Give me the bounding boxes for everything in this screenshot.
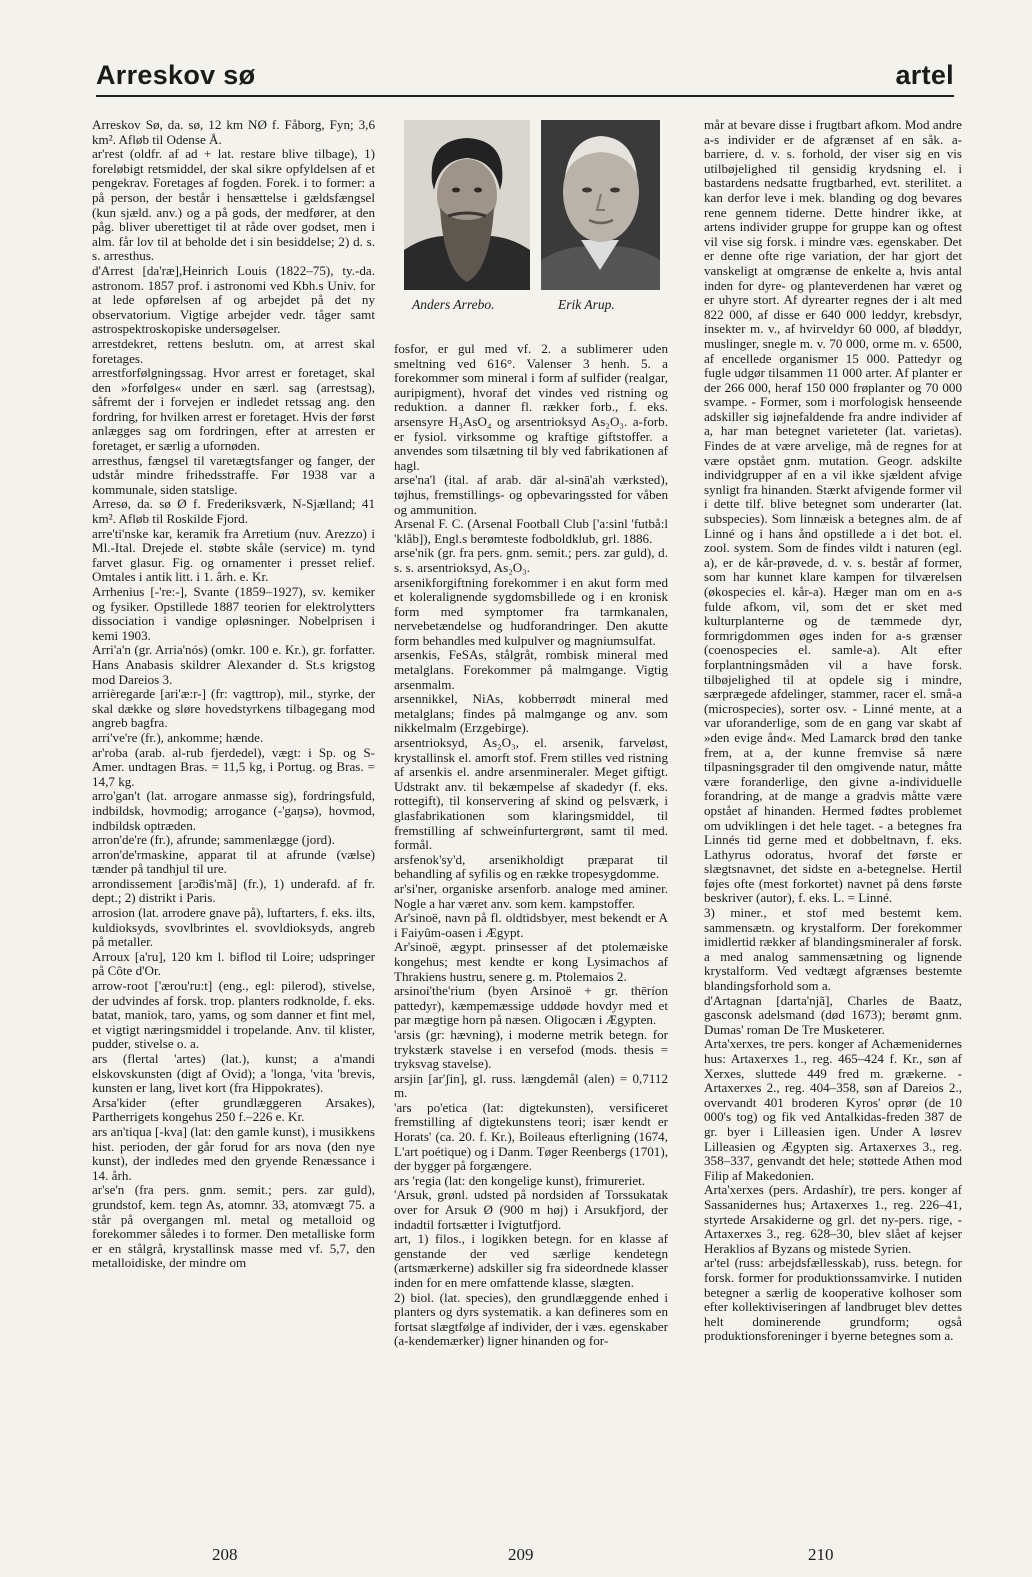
text-column-middle: [394, 342, 668, 1349]
entry: Arreskov Sø, da. sø, 12 km NØ f. Fåborg, Fyn; 3,6 km². Afløb til Odense Å.: [92, 117, 375, 147]
entry: ar'roba (arab. al-rub fjerdedel), vægt: i Sp. og S-Amer. undtagen Bras. = 11,5 kg, i Portug. og Bras. = 14,7 kg.: [92, 744, 375, 789]
entry: d'Arrest [da'ræ],Heinrich Louis (1822–75), ty.-da. astronom. 1857 prof. i astronomi ved Kbh.s Univ. for at lede opførelsen af og arbejdet på det ny observatorium. Vigtige arbejder vedr. tåger samt astrospektroskopiske undersøgelser.: [92, 262, 375, 337]
entry: arresthus, fængsel til varetægtsfanger og fanger, der udstår mindre frihedsstraffe. Før 1938 var a kommunale, siden statslige.: [92, 452, 375, 497]
entry: Arrhenius [-'re:-], Svante (1859–1927), sv. kemiker og fysiker. Opstillede 1887 teorien for elektrolytters dissociation i vandige opløsninger. Nobelprisen i kemi 1903.: [92, 584, 375, 643]
bearded-man-portrait-icon: [404, 120, 530, 290]
entry: ars (flertal 'artes) (lat.), kunst; a a'mandi elskovskunsten (digt af Ovid); a 'longa, 'vita 'brevis, kunsten er lang, livet kort (fra Hippokrates).: [92, 1051, 375, 1096]
entry: arrièregarde [ari'æ:r-] (fr: vagttrop), mil., styrke, der skal dække og sløre hovedstyrkens tilbagegang mod angreb bagfra.: [92, 686, 375, 731]
entry: Ar'sinoë, ægypt. prinsesser af det ptolemæiske kongehus; mest kendte er kong Lysimachos af Thrakiens hustru, senere g. m. Ptolemaios 2.: [394, 939, 668, 984]
entry: Arsa'kider (efter grundlæggeren Arsakes), Partherrigets kongehus 250 f.–226 e. Kr.: [92, 1094, 375, 1125]
page-number: 210: [808, 1545, 834, 1564]
entry: arrow-root ['ærou'ru:t] (eng., egl: pilerod), stivelse, der udvindes af forsk. trop. planters rodknolde, f. eks. batat, maniok, taro, yams, og som danner et fint mel, et vigtigt næringsmiddel i tropelande. Anv. til klister, pudder, stivelse o. a.: [92, 978, 375, 1052]
entry: Arroux [a'ru], 120 km l. biflod til Loire; udspringer på Côte d'Or.: [92, 948, 375, 979]
entry: Arsenal F. C. (Arsenal Football Club ['a:sinl 'futbå:l 'klåb]), Engl.s berømteste fodboldklub, grl. 1886.: [394, 516, 668, 546]
entry: arsennikkel, NiAs, kobberrødt mineral med metalglans; findes på malmgange og anv. som nikkelmalm (Erzgebirge).: [394, 691, 668, 736]
running-head-right: artel: [895, 60, 954, 90]
entry: 2) biol. (lat. species), den grundlæggende enhed i planters og dyrs systematik. a kan defineres som en fortsat slægtfølge af individer, der i væs. egenskaber (a-kendemærker) ligner hinanden og for-: [394, 1289, 669, 1349]
entry: 'ars po'etica (lat: digtekunsten), versificeret fremstilling af digtekunstens teori; især kendt er Horats' (ca. 20. f. Kr.), Boileaus efterligning (1674, L'art poétique) og i Danm. Tøger Reenbergs (1701), der bygger på forgængere.: [394, 1099, 668, 1174]
entry: ar'tel (russ: arbejdsfællesskab), russ. betegn. for forsk. former for produktionssamvirke. I nutiden betegner a særlig de kooperative kolhoser som efter kollektiviseringen af landbruget blev dettes helt dominerende grundform; også produktionsforeninger i byerne betegnes som a.: [704, 1255, 962, 1344]
entry: art, 1) filos., i logikken betegn. for en klasse af genstande der ved særlige kendetegn (artsmærkerne) adskiller sig fra sideordnede klasser inden for en mere omfattende klasse, slægten.: [394, 1231, 668, 1290]
entry: ars an'tiqua [-kva] (lat: den gamle kunst), i musikkens hist. perioden, der går forud for ars nova (den nye kunst), der indledes med den gryende Renæssance i 14. årh.: [92, 1123, 375, 1183]
entry: Ar'sinoë, navn på fl. oldtidsbyer, mest bekendt er A i Faiyûm-oasen i Ægypt.: [394, 910, 668, 940]
entry: ar'se'n (fra pers. gnm. semit.; pers. zar guld), grundstof, kem. tegn As, atomnr. 33, atomvægt 75. a står på overgangen ml. metal og metalloid og forekommer således i to former. Den metalliske form er en stålgrå, krystallinsk masse med vf. 5,7, den metalloidiske, der mindre om: [92, 1182, 375, 1271]
entry: arse'nik (gr. fra pers. gnm. semit.; pers. zar guld), d. s. s. arsentrioksyd, As₂O₃.: [394, 545, 668, 575]
entry: arse'na'l (ital. af arab. dār al-sinā'ah værksted), tøjhus, fremstillings- og opbevaringssted for våben og ammunition.: [394, 472, 668, 517]
entry: ars 'regia (lat: den kongelige kunst), frimureriet.: [394, 1172, 646, 1188]
entry: 'Arsuk, grønl. udsted på nordsiden af Torssukatak over for Arsuk Ø (900 m høj) i Arsukfjord, der indadtil fortsætter i Ivigtutfjord.: [394, 1187, 668, 1232]
entry: arron'de'rmaskine, apparat til at afrunde (vælse) tænder på tandhjul til ure.: [92, 846, 375, 877]
entry: arrosion (lat. arrodere gnave på), luftarters, f. eks. ilts, kuldioksyds, svovlbrintes el. svovldioksyds, angreb på metaller.: [92, 905, 375, 950]
entry: Arta'xerxes (pers. Ardashír), tre pers. konger af Sassanidernes hus; Artaxerxes 1., reg. 226–41, styrtede Arsakiderne og grl. det ny-pers. rige, - Artaxerxes 3., reg. 628–30, blev slået af kejser Heraklios af Byzans og mistede Syrien.: [704, 1182, 962, 1256]
entry: Arta'xerxes, tre pers. konger af Achæmenidernes hus: Artaxerxes 1., reg. 465–424 f. Kr., søn af Xerxes, sluttede 449 fred m. grækerne. - Artaxerxes 2., reg. 404–358, søn af Dareios 2., overvandt 401 broderen Kyros' oprør (de 10 000's tog) og fik ved Antalkidas-freden 387 de gr. byer i Lilleasien igen. Under A løsrev Lilleasien og Ægypten sig. Artaxerxes 3., reg. 358–337, genvandt det hele; støttede Athen mod Filip af Makedonien.: [704, 1036, 962, 1183]
page-number: 208: [212, 1545, 238, 1564]
header-rule: [96, 95, 954, 97]
elderly-man-portrait-icon: [541, 120, 660, 290]
entry: arsinoi'the'rium (byen Arsinoë + gr. thēríon pattedyr), kæmpemæssige uddøde hovdyr med et par mægtige horn på næsen. Oligocæn i Ægypten.: [394, 983, 668, 1028]
text-column-left: [92, 118, 375, 1271]
page-number: 209: [508, 1545, 534, 1564]
entry: arrondissement [arɔ̃dis'mã] (fr.), 1) underafd. af fr. dept.; 2) distrikt i Paris.: [92, 875, 375, 906]
entry: d'Artagnan [darta'njã], Charles de Baatz, gasconsk adelsmand (død 1673); berømt gnm. Dumas' roman De Tre Musketerer.: [704, 992, 962, 1037]
figure-caption: Anders Arrebo.: [412, 297, 495, 312]
figure-caption: Erik Arup.: [558, 297, 615, 312]
entry: arri've're (fr.), ankomme; hænde.: [92, 729, 264, 745]
portrait-erik-arup: [541, 120, 660, 290]
entry: arrestforfølgningssag. Hvor arrest er foretaget, skal den »forfølges« under en særl. sag (arrestsag), såfremt der i forvejen er indledet retssag ang. den fordring, for hvilken arrest er foretaget. Hvis der først anlægges sag om fordringen, efter at arresten er foretaget, er særlig a ufornøden.: [92, 365, 375, 454]
entry: 3) miner., et stof med bestemt kem. sammensætn. og krystalform. Der forekommer imidlertid rækker af blandingsmineraler af forsk. a med analog sammensætning og lignende krystalform. Ved vedtægt afgrænses bestemte blandingsforhold som a.: [704, 905, 962, 994]
entry: 'arsis (gr: hævning), i moderne metrik betegn. for trykstærk stavelse i en versefod (mods. thesis = tryksvag stavelse).: [394, 1026, 668, 1072]
entry: fosfor, er gul med vf. 2. a sublimerer uden smeltning ved 616°. Valenser 3 henh. 5. a forekommer som mineral i form af sulfider (realgar, auripigment), hvoraf det vindes ved ristning og reduktion. a danner fl. rækker forb., f. eks. arsensyre H₃AsO₄ og arsentrioksyd As₂O₃. a-forb. er fysiol. virksomme og kraftige giftstoffer. a anvendes som tilsætning til bly ved fabrikationen af hagl.: [394, 341, 668, 473]
portrait-anders-arrebo: [404, 120, 530, 290]
entry: arre'ti'nske kar, keramik fra Arretium (nuv. Arezzo) i Ml.-Ital. Drejede el. støbte skåle (service) m. tynd farvet glasur. Fig. og ornamenter i presset relief. Omtales i antik litt. i 1. årh. e. Kr.: [92, 525, 375, 585]
entry: arsfenok'sy'd, arsenikholdigt præparat til behandling af syfilis og en række tropesygdomme.: [394, 851, 668, 882]
entry: arro'gan't (lat. arrogare anmasse sig), fordringsfuld, indbildsk, hovmodig; arrogance (-'gaŋsə), hovmod, indbildsk optræden.: [92, 788, 375, 833]
text-column-right: [704, 118, 962, 1344]
entry: arsjin [ar'ʃin], gl. russ. længdemål (alen) = 0,7112 m.: [394, 1070, 668, 1101]
entry: arsenikforgiftning forekommer i en akut form med et koleralignende sygdomsbillede og i en kronisk form med symptomer fra tarmkanalen, nervebetændelse og hudforandringer. Den akutte form behandles med kulpulver og magniumsulfat.: [394, 574, 668, 648]
entry: ar'si'ner, organiske arsenforb. analoge med aminer. Nogle a har været anv. som kem. kampstoffer.: [394, 880, 668, 911]
entry: arron'de're (fr.), afrunde; sammenlægge (jord).: [92, 832, 335, 848]
entry: mår at bevare disse i frugtbart afkom. Mod andre a-s individer er de afgrænset af en såk. a-barriere, d. v. s. forhold, der viser sig en vis utilbøjelighed til gensidig krydsning el. i bastardens nedsatte frugtbarhed, evt. sterilitet. a kan derfor leve i mek. blanding og dog bevares rene gennem tiderne. Dette hindrer ikke, at artens individer gruppe for gruppe kan og oftest vil vise sig forsk. i mindre væs. egenskaber. Det er denne ofte rige variation, der har gjort det vanskeligt at omgrænse de enkelte a, hvis antal inden for dyre- og planteverdenen har været og er uhyre stort. Af dyrearter regnes der i alt med 822 000, af disse er 640 000 leddyr, krebsdyr, insekter m. v., af hvirveldyr 60 000, af bløddyr, muslinger, snegle m. v. 70 000, orme m. v. 6500, af encellede organismer 15 000. Pattedyr og fugle udgør tilsammen 11 000 arter. Af planter er der 266 000, heraf 150 000 frøplanter og 70 000 svampe. - Former, som i morfologisk henseende adskiller sig iøjnefaldende fra andre individer af a, har man betegnet varieteter (lat. varietas). Findes de at være arvelige, må de regnes for at være opstået gnm. mutation. Geogr. adskilte individgrupper af en a vil ikke sjældent afvige synligt fra hinanden. Stærkt afvigende former vil i dette tilf. blive betegnet som underarter (lat. subspecies). Som linnæisk a betegnes alm. de af Linné og i hans ånd opstillede a i det bot. el. zool. system. Som de findes vildt i naturen (egl. a), er de kår-prøvede, d. v. s. består af former, som har kunnet klare kampen for tilværelsen (økospecies el. kår-a). Hæger man om en a-s fulde afkom, vil, som det er sket med kulturplanterne og de tæmmede dyr, formrigdommen øges inden for a-s grænser (coenospecies el. samle-a). Alt efter forplantningsmåden vil a have forsk. tilbøjelighed til at opdele sig i mindre, særprægede afdelinger, stammer, racer el. små-a (microspecies), sorter osv. - Linné mente, at a var uforanderlige, som de en gang var skabt af »den evige ånd«. Med Lamarck brød den tanke frem, at a, der kunne fremvise så nære tilpasningsgrader til den omgivende natur, måtte være foranderlige, den givne a-individuelle forandring, at de mange a gradvis måtte være opstået af hinanden. Hermed fødtes problemet om udviklingen i det hele taget. - a betegnes fra Linnés tid gerne med et dobbeltnavn, f. eks. Lathyrus odoratus, hvoraf det første er slægtsnavnet, det sidste en a-betegnelse. Hertil føjes ofte (mest forkortet) navnet på dens første beskriver (autor), f. eks. L. = Linné.: [704, 117, 962, 906]
entry: arsentrioksyd, As₂O₃, el. arsenik, farveløst, krystallinsk el. amorft stof. Frem stilles ved ristning af arsenkis el. andre arsenmineraler. Meget giftigt. Udstrakt anv. til bekæmpelse af skadedyr (f. eks. rottegift), til konservering af skind og pelsværk, i glasfabrikationen som klaringsmiddel, til fremstilling af schweinfurtergrønt, samt til med. formål.: [394, 735, 668, 853]
entry: arrestdekret, rettens beslutn. om, at arrest skal foretages.: [92, 335, 375, 366]
entry: Arri'a'n (gr. Arria'nós) (omkr. 100 e. Kr.), gr. forfatter. Hans Anabasis skildrer Alexander d. St.s krigstog mod Dareios 3.: [92, 642, 375, 687]
running-head-left: Arreskov sø: [96, 60, 256, 90]
entry: arsenkis, FeSAs, stålgråt, rombisk mineral med metalglans. Forekommer på malmgange. Vigtig arsenmalm.: [394, 647, 668, 692]
entry: Arresø, da. sø Ø f. Frederiksværk, N-Sjælland; 41 km². Afløb til Roskilde Fjord.: [92, 496, 375, 527]
entry: ar'rest (oldfr. af ad + lat. restare blive tilbage), 1) foreløbigt retsmiddel, der skal sikre opfyldelsen af et pengekrav. Foretages af fogden. Forek. i to former: a på person, der består i hensættelse i gældsfængsel (kun sjæld. anv.) og a på gods, der medfører, at den påg. bliver uberettiget til at råde over godset, men i alm. får lov til at beholde det i sin besiddelse; 2) d. s. s. arresthus.: [92, 146, 375, 264]
